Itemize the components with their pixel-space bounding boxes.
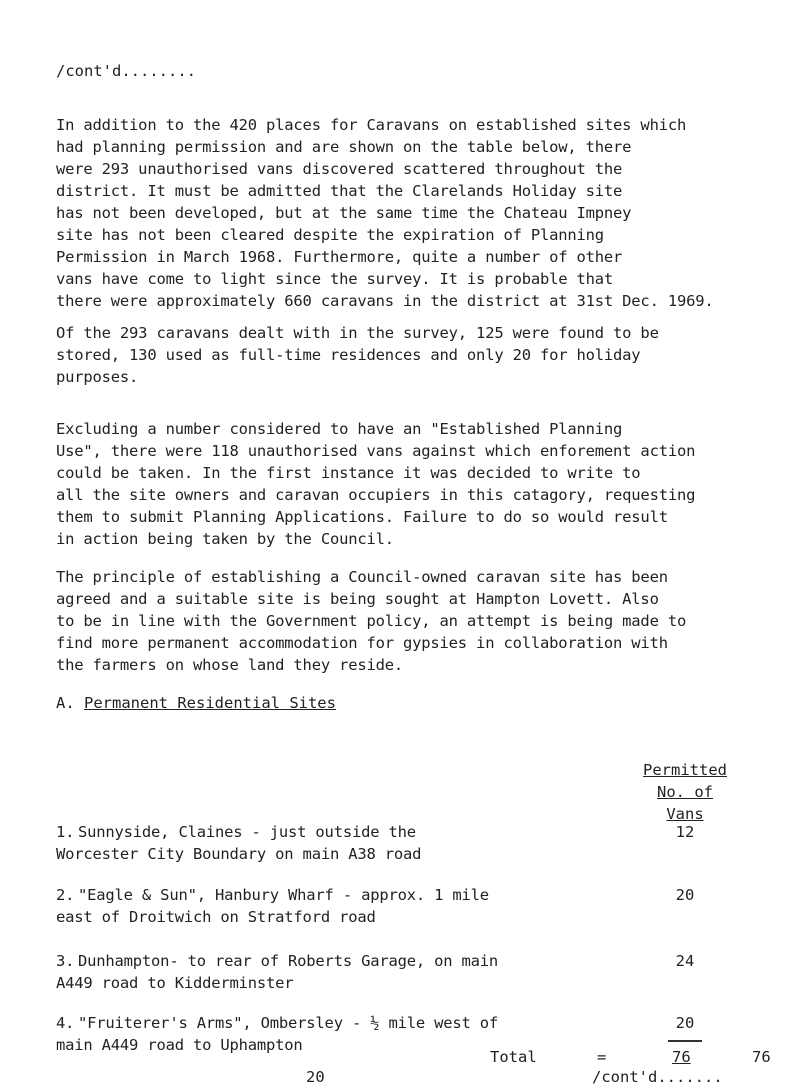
table-row	[56, 928, 596, 994]
table-row	[56, 862, 596, 928]
table-header-line2: No. of Vans	[657, 783, 713, 823]
section-heading	[56, 692, 336, 714]
total-rule	[668, 1040, 702, 1042]
row-number: 1.	[56, 823, 75, 841]
row-vans: 12	[675, 823, 695, 841]
total-label: Total	[490, 1048, 537, 1066]
margin-note: 76	[752, 1048, 771, 1066]
row-number: 4.	[56, 1014, 75, 1032]
continued-footer: /cont'd.......	[592, 1068, 723, 1086]
section-title: Permanent Residential Sites	[84, 694, 336, 712]
total-equals: =	[597, 1048, 607, 1066]
row-vans: 20	[675, 1014, 695, 1032]
paragraph-3: Excluding a number considered to have an "Established Planning Use", there were 118 unauthorised vans against which enforement action could be taken. In the first instance it was decided to write to all the site owners and caravan occupiers in this catagory, requesting them to submit Planning Applications. Failure to do so would result in action being taken by the Council.	[56, 420, 696, 548]
row-vans: 20	[675, 886, 695, 904]
section-letter: A.	[56, 694, 75, 712]
table-row	[56, 799, 596, 865]
paragraph-2: Of the 293 caravans dealt with in the survey, 125 were found to be stored, 130 used as full-time residences and only 20 for holiday purposes.	[56, 324, 659, 386]
continued-header: /cont'd........	[56, 62, 196, 80]
table-header	[640, 759, 730, 825]
paragraph-4: The principle of establishing a Council-owned caravan site has been agreed and a suitable site is being sought at Hampton Lovett. Also to be in line with the Government policy, an attempt is being made to find more permanent accommodation for gypsies in collaboration with the farmers on whose land they reside.	[56, 568, 687, 674]
table-header-line1: Permitted	[643, 761, 727, 779]
row-description: "Eagle & Sun", Hanbury Wharf - approx. 1 mile east of Droitwich on Stratford road	[56, 886, 489, 926]
paragraph-1: In addition to the 420 places for Caravans on established sites which had planning permission and are shown on the table below, there were 293 unauthorised vans discovered scattered throughout the district. It must be admitted that the Clarelands Holiday site has not been developed, but at the same time the Chateau Impney site has not been cleared despite the expiration of Planning Permission in March 1968. Furthermore, quite a number of other vans have come to light since the survey. It is probable that there were approximately 660 caravans in the district at 31st Dec. 1969.	[56, 116, 714, 310]
total-value: 76	[672, 1048, 691, 1066]
row-description: Dunhampton- to rear of Roberts Garage, on main A449 road to Kidderminster	[56, 952, 499, 992]
row-description: Sunnyside, Claines - just outside the Worcester City Boundary on main A38 road	[56, 823, 422, 863]
row-number: 3.	[56, 952, 75, 970]
row-number: 2.	[56, 886, 75, 904]
row-vans: 24	[675, 952, 695, 970]
page-number: 20	[306, 1068, 325, 1086]
row-description: "Fruiterer's Arms", Ombersley - ½ mile west of main A449 road to Uphampton	[56, 1014, 499, 1054]
